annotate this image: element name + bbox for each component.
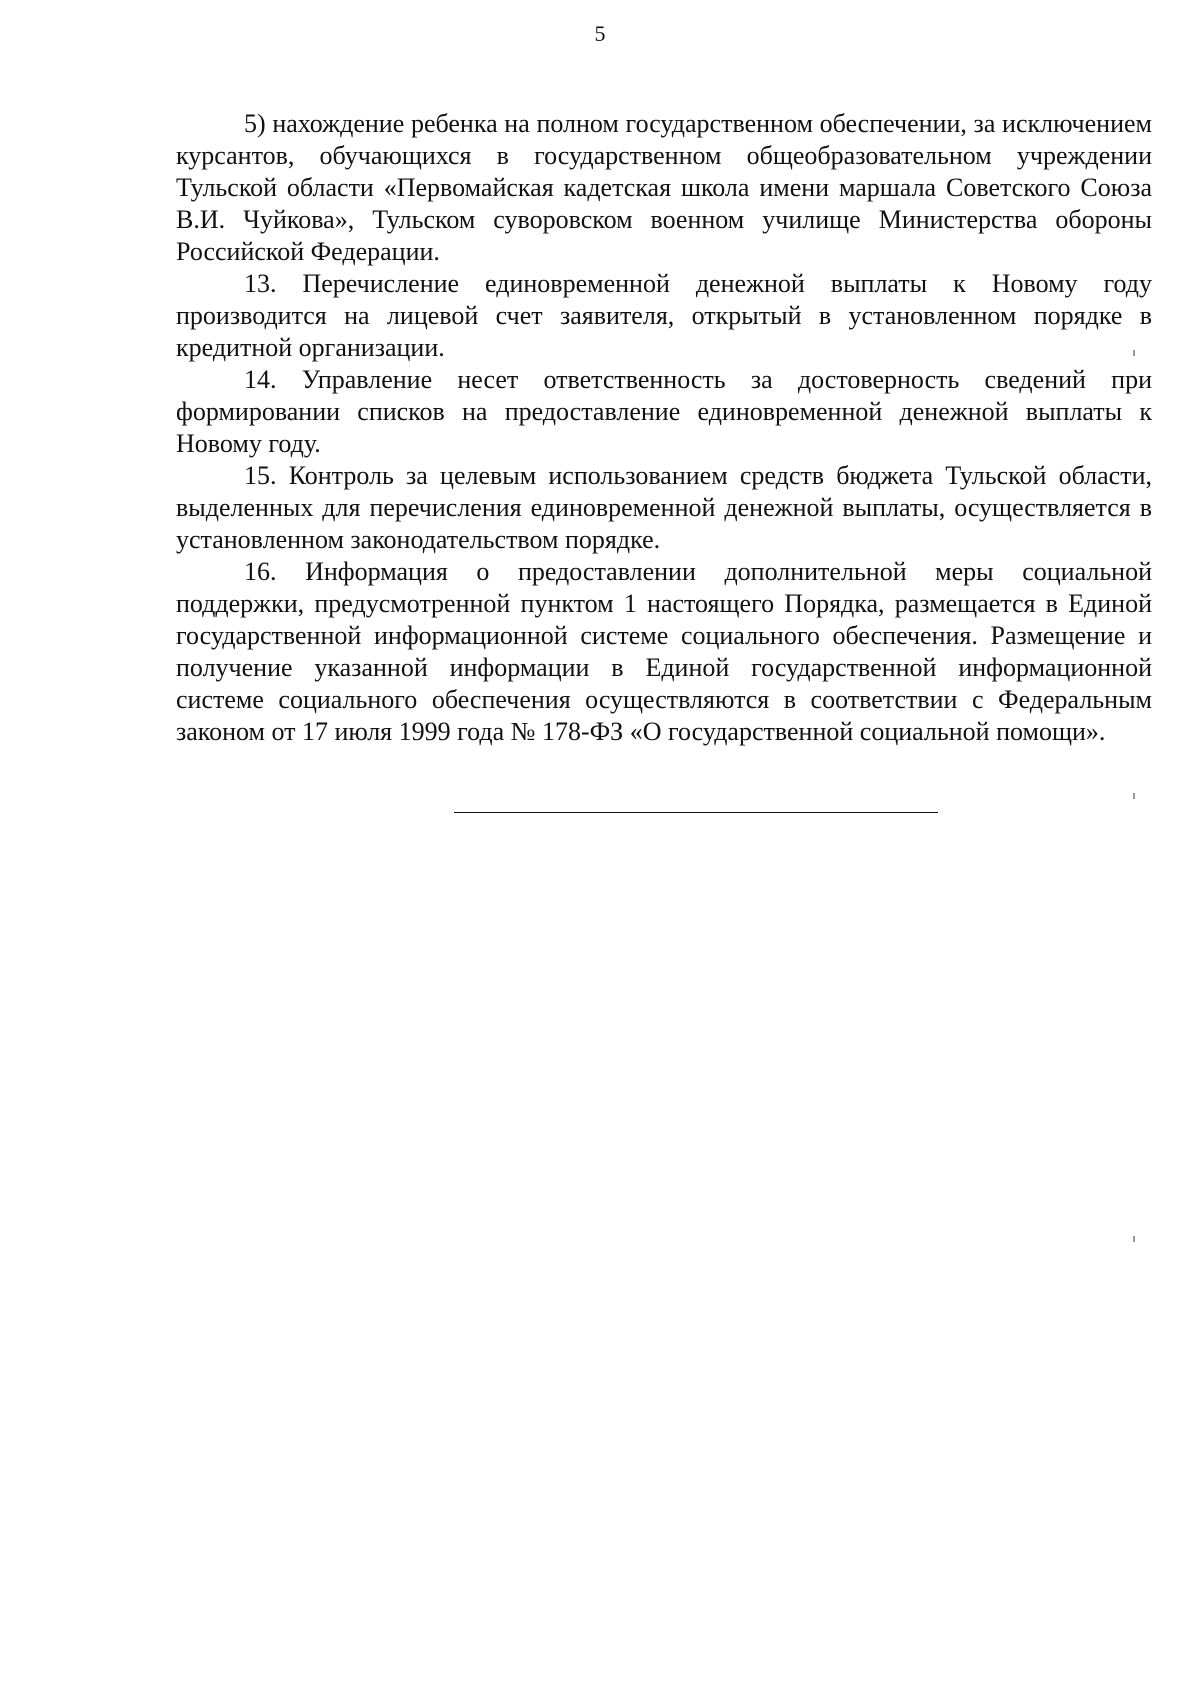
paragraph-15: 15. Контроль за целевым использованием средств бюджета Тульской области, выделенных для перечисления единовременной денежной выплаты, осуществляется в установленном законодательством порядке. [176,461,1152,554]
paragraph-14: 14. Управление несет ответственность за достоверность сведений при формировании списков на предоставление единовременной денежной выплаты к Новому году. [176,365,1152,458]
end-of-text-rule [454,812,938,813]
paragraph-item-5: 5) нахождение ребенка на полном государственном обеспечении, за исключением курсантов, обучающихся в государственном общеобразовательном учреждении Тульской области «Первомайская кадетская школа имени маршала Советского Союза В.И. Чуйкова», Тульском суворовском военном училище Министерства обороны Российской Федерации. [176,109,1152,266]
page-number: 5 [594,21,606,46]
document-body [176,108,1152,748]
scan-speck [1133,793,1135,799]
paragraph-16: 16. Информация о предоставлении дополнительной меры социальной поддержки, предусмотренной пунктом 1 настоящего Порядка, размещается в Единой государственной информационной системе социального обеспечения. Размещение и получение указанной информации в Единой государственной информационной системе социального обеспечения осуществляются в соответствии с Федеральным законом от 17 июля 1999 года № 178-ФЗ «О государственной социальной помощи». [176,557,1152,746]
scan-speck [1133,1236,1135,1242]
scan-speck [1133,350,1135,356]
paragraph-13: 13. Перечисление единовременной денежной выплаты к Новому году производится на лицевой счет заявителя, открытый в установленном порядке в кредитной организации. [176,269,1152,362]
